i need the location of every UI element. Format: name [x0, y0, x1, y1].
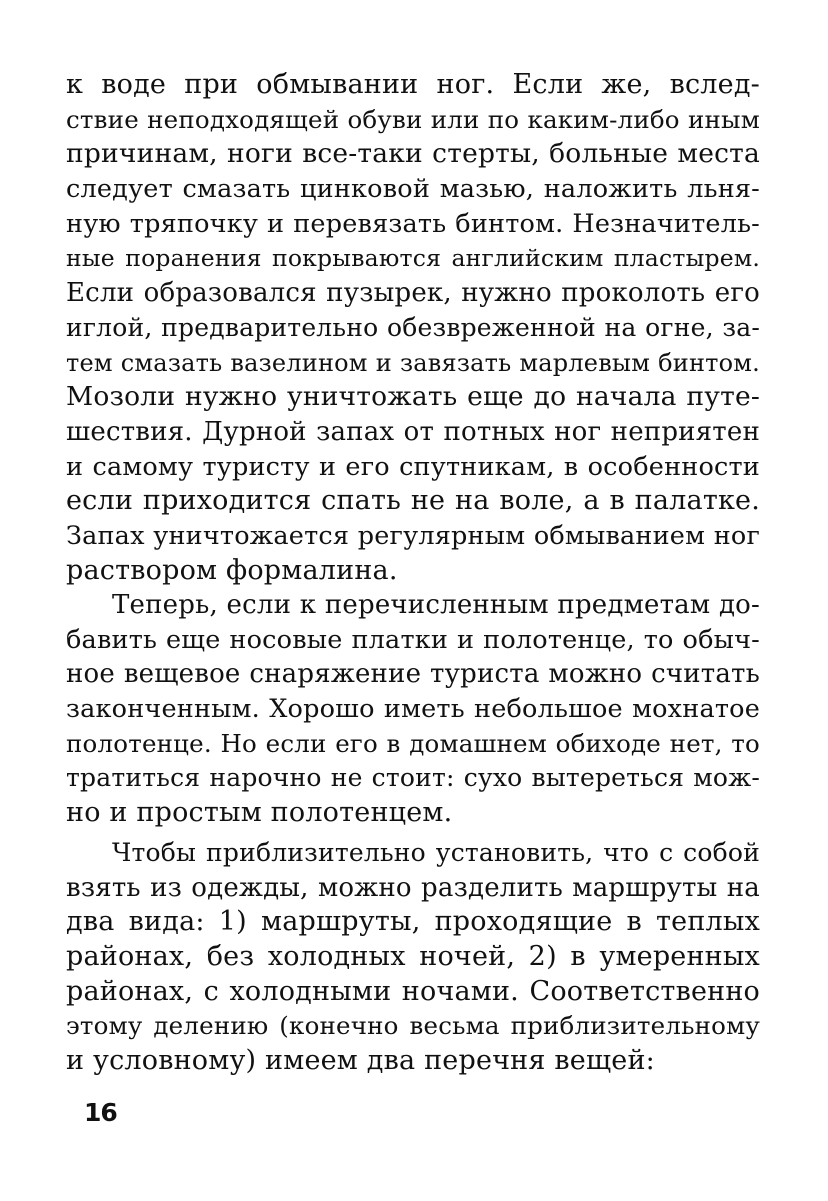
text-line: полотенце. Но если его в домашнем обиходе нет, то [66, 728, 760, 758]
text-line: шествия. Дурной запах от потных ног неприятен [66, 416, 760, 447]
text-line: ствие неподходящей обуви или по каким-либо иным [66, 104, 760, 134]
text-line-indented: Чтобы приблизительно установить, что с собой [112, 838, 760, 867]
text-line: раствором формалина. [66, 554, 398, 586]
text-line-indented: Теперь, если к перечисленным предметам до- [112, 590, 760, 620]
text-line: районах, без холодных ночей, 2) в умеренных [66, 941, 760, 973]
text-line: но и простым полотенцем. [66, 797, 453, 829]
text-line: ное вещевое снаряжение туриста можно считать [66, 659, 760, 690]
text-line: Запах уничтожается регулярным обмыванием ног [66, 520, 760, 551]
paragraph-foot-care [66, 68, 760, 588]
text-line: этому делению (конечно весьма приблизительному [66, 1011, 760, 1041]
text-line: Мозоли нужно уничтожать еще до начала путе- [66, 381, 760, 413]
text-line: если приходится спать не на воле, а в палатке. [66, 485, 760, 517]
paragraph-clothing-routes [66, 836, 760, 1079]
text-line: Если образовался пузырек, нужно проколоть его [66, 278, 760, 309]
text-line: бавить еще носовые платки и полотенце, то обыч- [66, 624, 760, 655]
text-line: и условному) имеем два перечня вещей: [66, 1045, 655, 1077]
text-line: и самому туристу и его спутникам, в особенности [66, 451, 760, 482]
text-line: ные поранения покрываются английским пластырем. [66, 244, 760, 273]
paragraph-towels [66, 588, 760, 831]
text-line: тратиться нарочно не стоит: сухо вытереться мож- [66, 763, 760, 793]
text-line: законченным. Хорошо иметь небольшое мохнатое [66, 694, 760, 725]
text-line: ную тряпочку и перевязать бинтом. Незначитель- [66, 208, 760, 239]
page-number: 16 [84, 1098, 117, 1127]
text-line: к воде при обмывании ног. Если же, вслед- [66, 69, 760, 100]
text-line: причинам, ноги все-таки стерты, больные места [66, 138, 760, 170]
text-line: взять из одежды, можно разделить маршруты на [66, 872, 760, 903]
text-line: два вида: 1) маршруты, проходящие в теплых [66, 906, 760, 938]
text-line: иглой, предварительно обезвреженной на огне, за- [66, 312, 760, 342]
text-line: следует смазать цинковой мазью, наложить льня- [66, 174, 760, 205]
text-line: районах, с холодными ночами. Соответственно [66, 975, 760, 1007]
text-line: тем смазать вазелином и завязать марлевым бинтом. [66, 348, 760, 377]
